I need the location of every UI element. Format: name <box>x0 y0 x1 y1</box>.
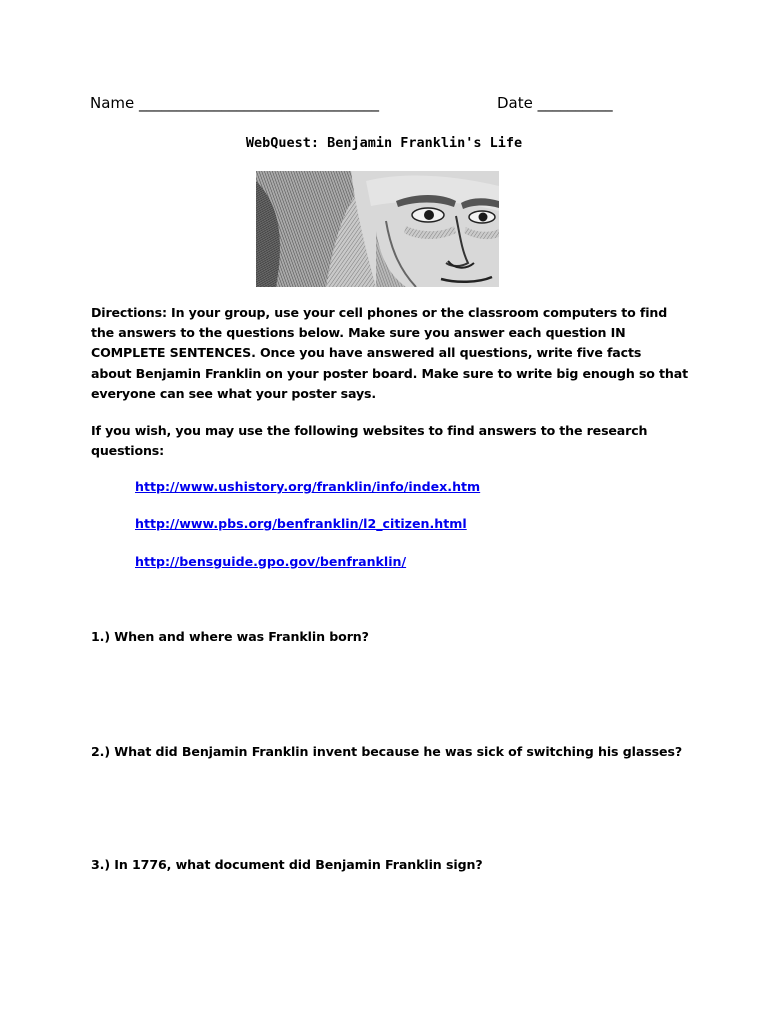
question-2: 2.) What did Benjamin Franklin invent because he was sick of switching his glasses? <box>91 744 683 759</box>
directions-paragraph <box>91 303 688 404</box>
directions-line: about Benjamin Franklin on your poster board. Make sure to write big enough so that <box>91 365 688 381</box>
bensguide-link[interactable]: http://bensguide.gpo.gov/benfranklin/ <box>135 554 407 569</box>
portrait-engraving-graphic <box>256 171 499 287</box>
websites-intro-line: If you wish, you may use the following websites to find answers to the research <box>91 423 648 438</box>
directions-line: Directions: In your group, use your cell phones or the classroom computers to find <box>91 305 668 320</box>
directions-line: everyone can see what your poster says. <box>91 385 377 401</box>
websites-intro-paragraph <box>91 421 647 461</box>
name-field-label: Name ________________________________ <box>90 94 380 112</box>
directions-line: COMPLETE SENTENCES. Once you have answered all questions, write five facts <box>91 345 642 361</box>
directions-line: the answers to the questions below. Make sure you answer each question IN <box>91 325 626 341</box>
question-3: 3.) In 1776, what document did Benjamin Franklin sign? <box>91 857 483 872</box>
question-1: 1.) When and where was Franklin born? <box>91 629 369 644</box>
ushistory-link[interactable]: http://www.ushistory.org/franklin/info/index.htm <box>135 479 481 494</box>
websites-intro-line: questions: <box>91 443 165 459</box>
benjamin-franklin-portrait-image <box>256 171 499 287</box>
pbs-link[interactable]: http://www.pbs.org/benfranklin/l2_citizen.html <box>135 516 467 531</box>
page-title: WebQuest: Benjamin Franklin's Life <box>245 135 523 151</box>
date-field-label: Date __________ <box>497 94 613 112</box>
